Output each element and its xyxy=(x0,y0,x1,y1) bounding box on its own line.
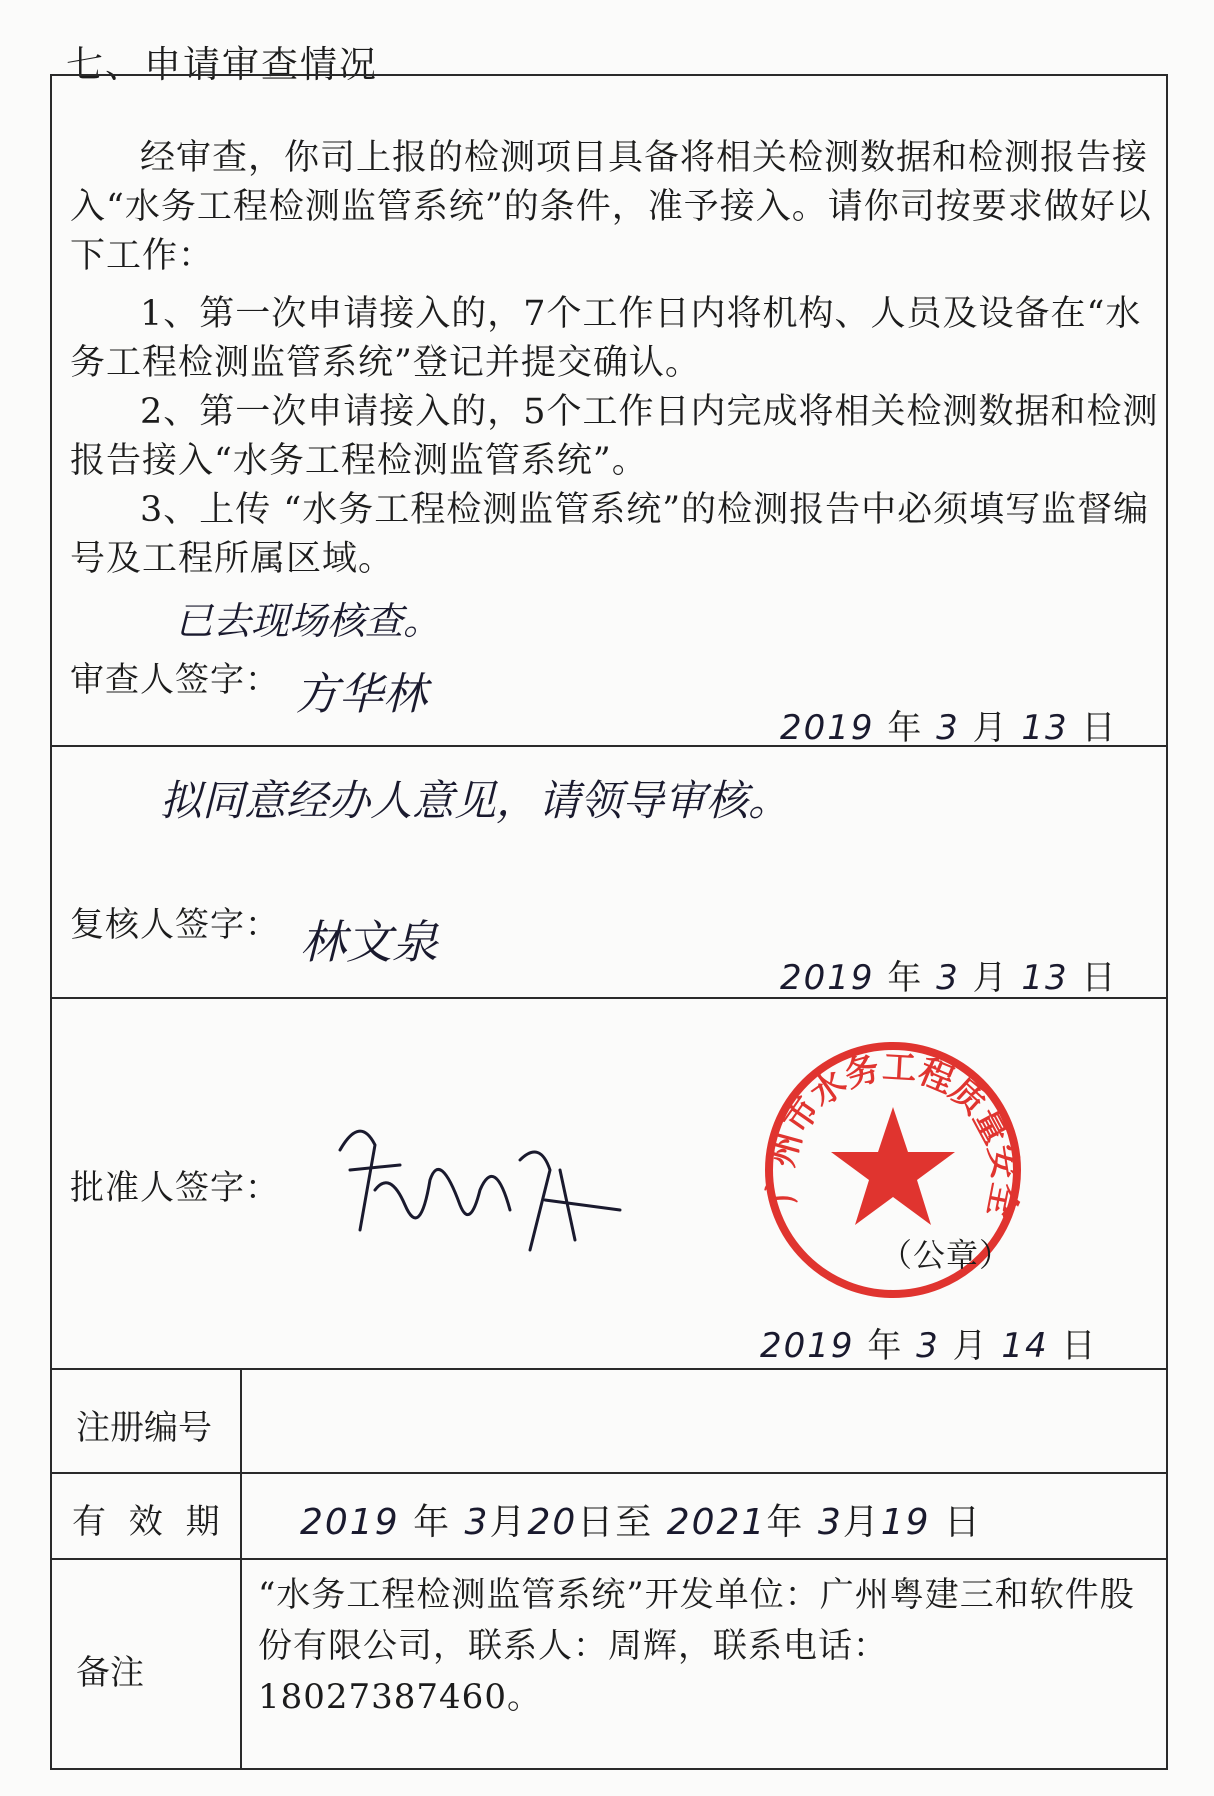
recheck-date-month-label: 月 xyxy=(972,958,1009,998)
validity-range xyxy=(300,1494,982,1545)
validity-end-day: 19 xyxy=(880,1502,931,1543)
section-title: 七、申请审查情况 xyxy=(66,43,378,86)
validity-end-year: 2021 xyxy=(666,1502,767,1543)
recheck-date-year: 2019 xyxy=(780,958,875,998)
approval-signer-label: 批准人签字： xyxy=(70,1168,280,1208)
recheck-date-day: 13 xyxy=(1021,958,1069,998)
review-item-1: 1、第一次申请接入的，7个工作日内将机构、人员及设备在“水务工程检测监管系统”登记并提交确认。 xyxy=(70,294,1142,383)
approval-date-year-label: 年 xyxy=(867,1326,904,1366)
seal-text: 广州市水务工程质量安全 xyxy=(763,1049,1024,1220)
review-item-3: 3、上传 “水务工程检测监管系统”的检测报告中必须填写监督编号及工程所属区域。 xyxy=(70,490,1150,579)
recheck-date-month: 3 xyxy=(936,958,960,998)
validity-end-month-label: 月 xyxy=(842,1502,881,1543)
validity-start-year: 2019 xyxy=(300,1502,400,1543)
recheck-handwritten-note: 拟同意经办人意见，请领导审核。 xyxy=(160,776,791,825)
review-date xyxy=(780,700,1118,749)
review-date-day: 13 xyxy=(1021,708,1069,748)
label-column-divider xyxy=(240,1368,242,1770)
review-date-year: 2019 xyxy=(780,708,875,748)
review-date-month: 3 xyxy=(936,708,960,748)
review-date-month-label: 月 xyxy=(972,708,1009,748)
review-signature: 方华林 xyxy=(295,669,427,720)
approval-date-month-label: 月 xyxy=(952,1326,989,1366)
review-date-year-label: 年 xyxy=(887,708,924,748)
approval-date-year: 2019 xyxy=(760,1326,855,1366)
registration-label: 注册编号 xyxy=(76,1408,212,1448)
divider-approval-registration xyxy=(50,1368,1168,1370)
recheck-signer-label: 复核人签字： xyxy=(70,905,280,945)
validity-connector: 日至 xyxy=(577,1502,654,1543)
validity-start-month: 3 xyxy=(464,1502,490,1543)
validity-start-year-label: 年 xyxy=(413,1502,452,1543)
validity-label: 有 效 期 xyxy=(72,1502,226,1542)
seal-label: （公章） xyxy=(880,1236,1013,1274)
remarks-label: 备注 xyxy=(76,1653,144,1693)
approval-date-day-label: 日 xyxy=(1061,1326,1098,1366)
validity-end-day-label: 日 xyxy=(944,1502,983,1543)
validity-end-month: 3 xyxy=(817,1502,843,1543)
recheck-date xyxy=(780,950,1118,999)
approval-date-day: 14 xyxy=(1001,1326,1049,1366)
validity-start-day: 20 xyxy=(527,1502,578,1543)
divider-registration-validity xyxy=(50,1472,1168,1474)
approval-date xyxy=(760,1318,1098,1367)
review-item-2: 2、第一次申请接入的，5个工作日内完成将相关检测数据和检测报告接入“水务工程检测监管系统”。 xyxy=(70,392,1159,481)
approval-signature xyxy=(330,1110,630,1260)
review-body-intro: 经审查，你司上报的检测项目具备将相关检测数据和检测报告接入“水务工程检测监管系统”的条件，准予接入。请你司按要求做好以下工作： xyxy=(70,138,1152,276)
review-date-day-label: 日 xyxy=(1081,708,1118,748)
recheck-signature: 林文泉 xyxy=(300,915,438,969)
remarks-text: “水务工程检测监管系统”开发单位：广州粤建三和软件股份有限公司，联系人：周辉，联系电话：18027387460。 xyxy=(258,1575,1135,1717)
review-handwritten-note: 已去现场核查。 xyxy=(175,599,442,643)
divider-validity-remarks xyxy=(50,1558,1168,1560)
validity-end-year-label: 年 xyxy=(766,1502,805,1543)
recheck-date-year-label: 年 xyxy=(887,958,924,998)
recheck-date-day-label: 日 xyxy=(1081,958,1118,998)
approval-date-month: 3 xyxy=(916,1326,940,1366)
validity-start-month-label: 月 xyxy=(489,1502,528,1543)
review-signer-label: 审查人签字： xyxy=(70,660,280,700)
